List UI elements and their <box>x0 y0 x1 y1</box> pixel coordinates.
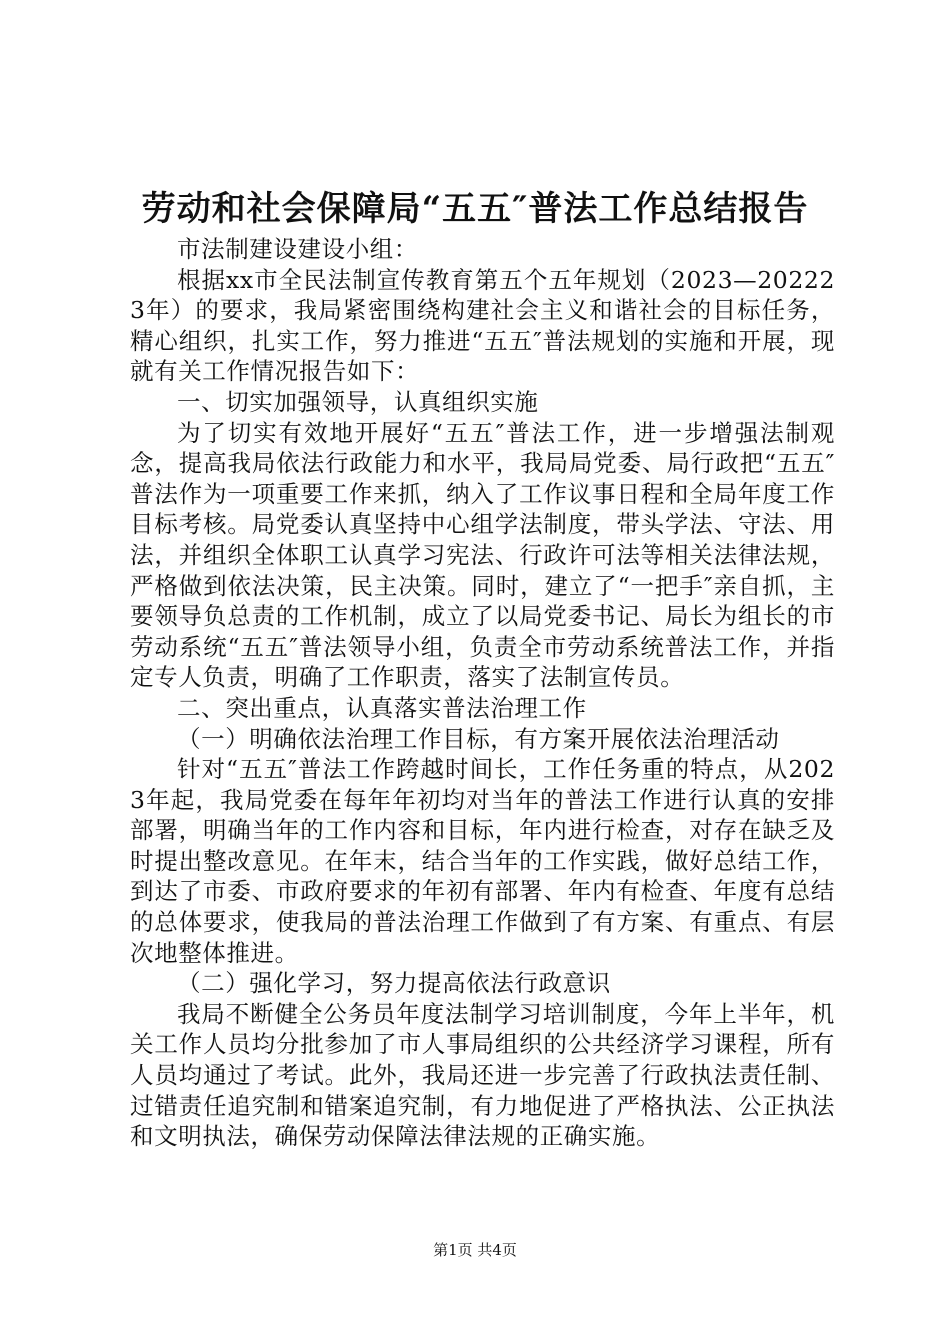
subsection-2-paragraph: 我局不断健全公务员年度法制学习培训制度，今年上半年，机关工作人员均分批参加了市人事局组织的公共经济学习课程，所有人员均通过了考试。此外，我局还进一步完善了行政执法责任制、过错责任追究制和错案追究制，有力地促进了严格执法、公正执法和文明执法，确保劳动保障法律法规的正确实施。 <box>130 999 835 1151</box>
section-1-paragraph: 为了切实有效地开展好“五五″普法工作，进一步增强法制观念，提高我局依法行政能力和水平，我局局党委、局行政把“五五″普法作为一项重要工作来抓，纳入了工作议事日程和全局年度工作目标考核。局党委认真坚持中心组学法制度，带头学法、守法、用法，并组织全体职工认真学习宪法、行政许可法等相关法律法规，严格做到依法决策，民主决策。同时，建立了“一把手″亲自抓，主要领导负总责的工作机制，成立了以局党委书记、局长为组长的市劳动系统“五五″普法领导小组，负责全市劳动系统普法工作，并指定专人负责，明确了工作职责，落实了法制宣传员。 <box>130 418 835 692</box>
subsection-heading-1: （一）明确依法治理工作目标，有方案开展依法治理活动 <box>177 724 780 753</box>
section-heading-2: 二、突出重点，认真落实普法治理工作 <box>177 693 587 722</box>
document-title: 劳动和社会保障局“五五″普法工作总结报告 <box>141 189 809 229</box>
salutation: 市法制建设建设小组： <box>177 235 418 263</box>
subsection-heading-2: （二）强化学习，努力提高依法行政意识 <box>177 969 611 998</box>
section-heading-1: 一、切实加强领导，认真组织实施 <box>177 387 539 416</box>
intro-paragraph: 根据xx市全民法制宣传教育第五个五年规划（2023—202223年）的要求，我局紧密围绕构建社会主义和谐社会的目标任务，精心组织，扎实工作，努力推进“五五″普法规划的实施和开展，现就有关工作情况报告如下： <box>130 265 835 386</box>
document-body <box>130 234 835 1152</box>
subsection-1-paragraph: 针对“五五″普法工作跨越时间长，工作任务重的特点，从2023年起，我局党委在每年年初均对当年的普法工作进行认真的安排部署，明确当年的工作内容和目标，年内进行检查，对存在缺乏及时提出整改意见。在年末，结合当年的工作实践，做好总结工作，到达了市委、市政府要求的年初有部署、年内有检查、年度有总结的总体要求，使我局的普法治理工作做到了有方案、有重点、有层次地整体推进。 <box>130 755 835 967</box>
page-footer: 第1页 共4页 <box>433 1241 517 1259</box>
